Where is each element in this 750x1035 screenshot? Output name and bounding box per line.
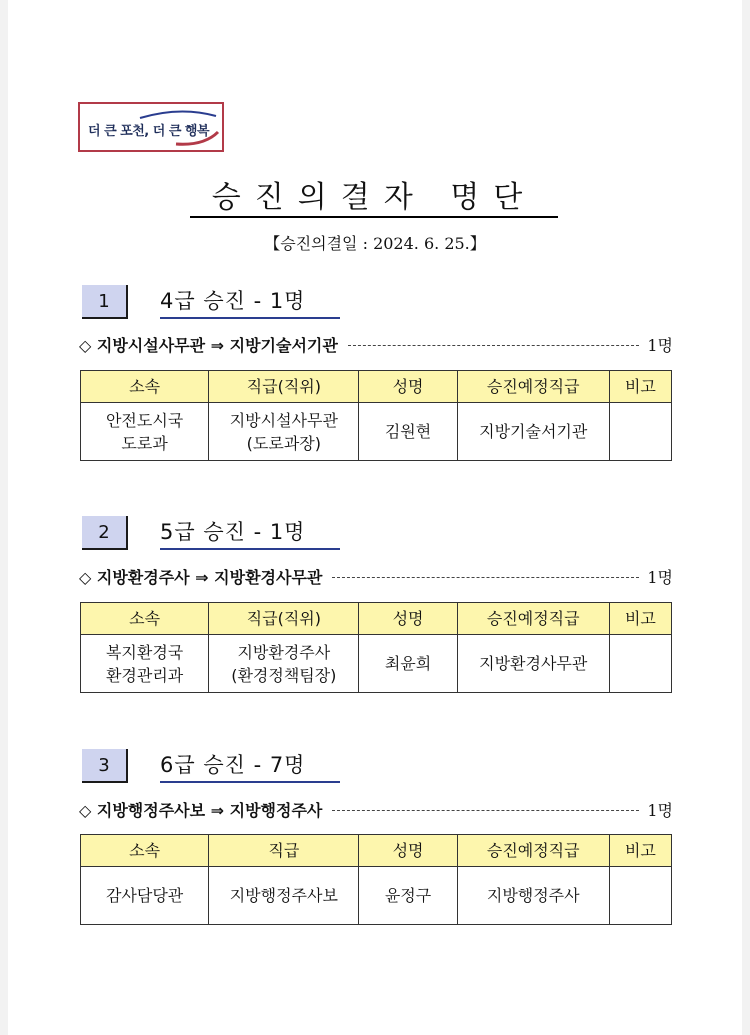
leader-dashes (332, 810, 639, 811)
title-underline (190, 216, 558, 218)
target-rank-cell: 지방행정주사 (457, 867, 609, 925)
promotion-count: 1명 (647, 336, 673, 355)
name-cell: 최윤희 (359, 635, 457, 693)
promotion-path: ◇ 지방시설사무관 ⇒ 지방기술서기관 (79, 336, 338, 355)
cell-line: 도로과 (121, 433, 168, 453)
column-header: 승진예정직급 (457, 603, 609, 635)
roster-table (80, 834, 672, 925)
rank-cell (209, 635, 359, 693)
promotion-path: ◇ 지방환경주사 ⇒ 지방환경사무관 (79, 568, 323, 587)
column-header: 직급(직위) (209, 603, 359, 635)
cell-line: 복지환경국 (105, 642, 184, 662)
column-header: 성명 (359, 371, 457, 403)
promotion-count: 1명 (647, 801, 673, 820)
cell-line: 지방행정주사보 (229, 886, 338, 905)
column-header: 소속 (81, 371, 209, 403)
section-number-badge: 1 (82, 285, 128, 319)
note-cell (609, 403, 671, 461)
table-row (81, 635, 672, 693)
logo-slogan: 더 큰 포천, 더 큰 행복 (88, 124, 210, 139)
decision-date: 【승진의결일 : 2024. 6. 25.】 (264, 234, 486, 253)
name-cell: 김원현 (359, 403, 457, 461)
section-number-badge: 2 (82, 516, 128, 550)
column-header: 소속 (81, 835, 209, 867)
rank-cell (209, 403, 359, 461)
cell-line: 감사담당관 (105, 886, 184, 905)
target-rank-cell: 지방기술서기관 (457, 403, 609, 461)
promotion-path-line (79, 565, 673, 589)
rank-cell (209, 867, 359, 925)
roster-table (80, 602, 672, 693)
section-number-badge: 3 (82, 749, 128, 783)
column-header: 비고 (609, 835, 671, 867)
cell-line: 안전도시국 (105, 410, 184, 430)
name-cell: 윤정구 (359, 867, 457, 925)
column-header: 직급(직위) (209, 371, 359, 403)
leader-dashes (348, 345, 640, 346)
column-header: 승진예정직급 (457, 371, 609, 403)
cell-line: 지방시설사무관 (229, 410, 338, 430)
promotion-count: 1명 (647, 568, 673, 587)
cell-line: (환경정책팀장) (231, 665, 337, 685)
cell-line: 지방환경주사 (237, 642, 331, 662)
section-title: 6급 승진 - 7명 (160, 749, 340, 783)
column-header: 승진예정직급 (457, 835, 609, 867)
table-header-row (81, 835, 672, 867)
table-header-row (81, 371, 672, 403)
promotion-path-line (79, 333, 673, 357)
section-title: 4급 승진 - 1명 (160, 285, 340, 319)
table-header-row (81, 603, 672, 635)
column-header: 비고 (609, 371, 671, 403)
document-title: 승진의결자 명단 (211, 180, 537, 215)
column-header: 성명 (359, 835, 457, 867)
roster-table (80, 370, 672, 461)
table-row (81, 403, 672, 461)
table-row (81, 867, 672, 925)
note-cell (609, 635, 671, 693)
cell-line: 환경관리과 (105, 665, 184, 685)
promotion-path-line (79, 798, 673, 822)
target-rank-cell: 지방환경사무관 (457, 635, 609, 693)
affiliation-cell (81, 403, 209, 461)
affiliation-cell (81, 635, 209, 693)
leader-dashes (332, 577, 639, 578)
cell-line: (도로과장) (246, 433, 321, 453)
column-header: 비고 (609, 603, 671, 635)
affiliation-cell (81, 867, 209, 925)
promotion-path: ◇ 지방행정주사보 ⇒ 지방행정주사 (79, 801, 323, 820)
note-cell (609, 867, 671, 925)
column-header: 직급 (209, 835, 359, 867)
column-header: 소속 (81, 603, 209, 635)
section-title: 5급 승진 - 1명 (160, 516, 340, 550)
city-logo (78, 102, 224, 152)
column-header: 성명 (359, 603, 457, 635)
